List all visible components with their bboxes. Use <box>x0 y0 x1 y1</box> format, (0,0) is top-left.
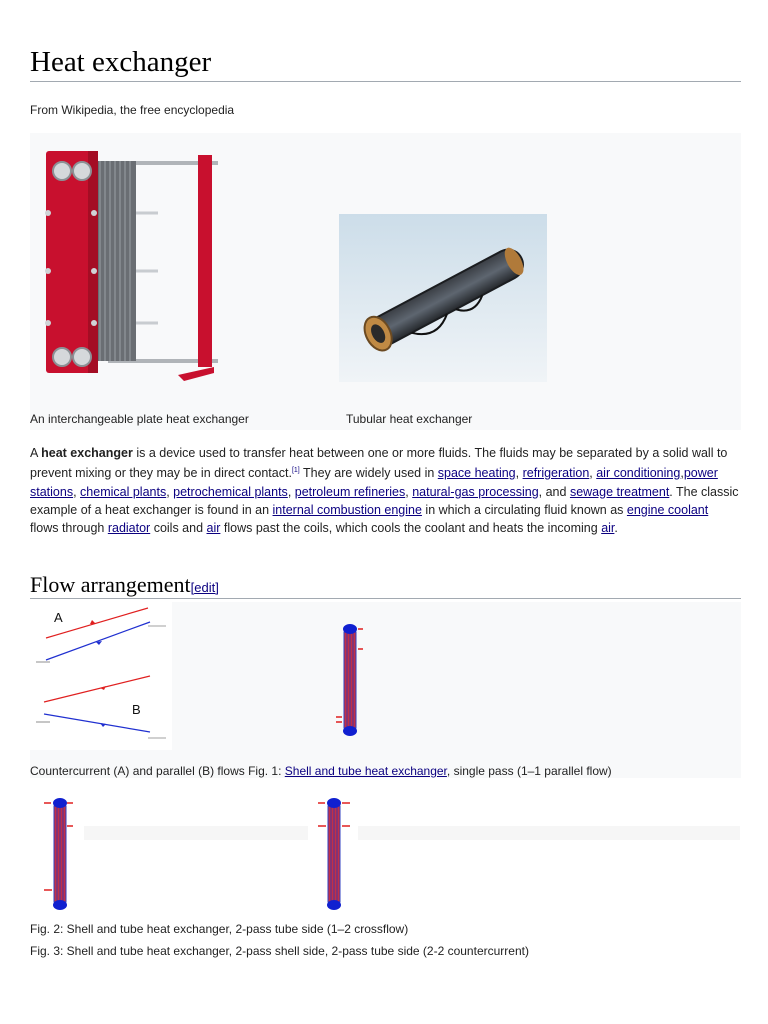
text-run: . <box>614 520 618 535</box>
link-power-stations[interactable]: power stations <box>30 466 718 499</box>
link-air-conditioning[interactable]: air conditioning <box>596 466 681 481</box>
link-sewage-treatment[interactable]: sewage treatment <box>569 484 670 499</box>
link-air[interactable]: air <box>601 520 615 535</box>
intro-paragraph <box>30 444 740 537</box>
bold-term: heat exchanger <box>41 446 133 460</box>
caption-text: Countercurrent (A) and parallel (B) flows Fig. 1: <box>30 764 285 778</box>
caption-fig2: Fig. 2: Shell and tube heat exchanger, 2-pass tube side (1–2 crossflow) <box>30 922 409 936</box>
text-run: They are widely used in <box>299 466 438 481</box>
image-strip <box>84 826 308 840</box>
link-engine-coolant[interactable]: engine coolant <box>626 502 709 517</box>
text-run: , <box>589 466 597 481</box>
link-shell-and-tube[interactable]: Shell and tube heat exchanger <box>284 764 447 778</box>
flow-diagram-image[interactable] <box>30 602 172 750</box>
tubular-heat-exchanger-image[interactable] <box>339 214 547 382</box>
text-run: , <box>73 484 81 499</box>
link-natural-gas-processing[interactable]: natural-gas processing <box>412 484 539 499</box>
image-gallery <box>30 133 741 430</box>
label-b: B <box>132 702 141 717</box>
text-run: in which a circulating fluid known as <box>421 502 627 517</box>
text-run: flows through <box>30 520 108 535</box>
fig1-shell-tube-diagram[interactable] <box>336 624 364 736</box>
reference-link[interactable]: [1] <box>291 467 300 475</box>
caption-plate-heat-exchanger: An interchangeable plate heat exchanger <box>30 412 249 426</box>
text-run: . The classic example of a heat exchanger is found in an <box>30 484 739 517</box>
fig2-shell-tube-diagram[interactable] <box>44 798 74 910</box>
text-run: A <box>30 446 42 460</box>
flow-gallery <box>30 602 741 778</box>
bracket: ] <box>215 580 219 595</box>
text-run: flows past the coils, which cools the coolant and heats the incoming <box>220 520 602 535</box>
text-run: , <box>166 484 174 499</box>
caption-flow-gallery <box>30 764 612 778</box>
caption-tubular-heat-exchanger: Tubular heat exchanger <box>346 412 473 426</box>
link-internal-combustion-engine[interactable]: internal combustion engine <box>272 502 422 517</box>
bracket: [ <box>190 580 195 595</box>
link-petroleum-refineries[interactable]: petroleum refineries <box>294 484 406 499</box>
section-divider <box>30 598 741 599</box>
edit-label: edit <box>194 580 216 595</box>
text-run: , <box>287 484 295 499</box>
link-petrochemical-plants[interactable]: petrochemical plants <box>173 484 288 499</box>
link-refrigeration[interactable]: refrigeration <box>522 466 590 481</box>
text-run: is a device used to transfer heat between one or more fluids. The fluids may be separated by a solid wall to prevent mixing or they may be in direct contact. <box>30 446 728 481</box>
tagline: From Wikipedia, the free encyclopedia <box>30 103 235 117</box>
page-title: Heat exchanger <box>30 46 212 78</box>
link-radiator[interactable]: radiator <box>107 520 151 535</box>
image-strip <box>358 826 740 840</box>
text-run: , <box>405 484 413 499</box>
text-run: coils and <box>150 520 207 535</box>
plate-heat-exchanger-image[interactable] <box>38 143 228 393</box>
text-run: , and <box>538 484 570 499</box>
text-run: , <box>680 466 684 481</box>
caption-fig3: Fig. 3: Shell and tube heat exchanger, 2-pass shell side, 2-pass tube side (2-2 countercurrent) <box>30 944 529 958</box>
link-chemical-plants[interactable]: chemical plants <box>80 484 167 499</box>
edit-section-link[interactable] <box>191 580 219 595</box>
caption-text: , single pass (1–1 parallel flow) <box>446 764 612 778</box>
text-run: , <box>515 466 523 481</box>
link-space-heating[interactable]: space heating <box>437 466 516 481</box>
fig3-shell-tube-diagram[interactable] <box>318 798 354 910</box>
title-divider <box>30 81 741 82</box>
label-a: A <box>54 610 63 625</box>
link-air[interactable]: air <box>206 520 221 535</box>
section-heading <box>30 572 219 598</box>
section-title: Flow arrangement <box>30 572 191 597</box>
